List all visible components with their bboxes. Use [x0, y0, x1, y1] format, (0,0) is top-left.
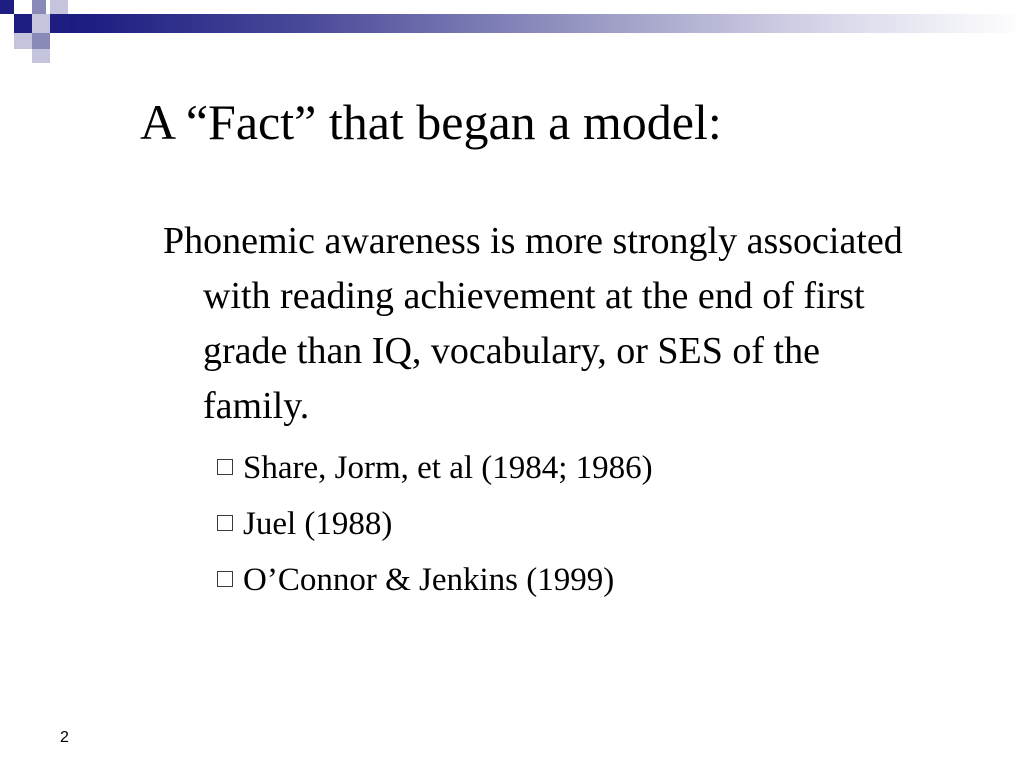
- decoration-square: [32, 49, 50, 63]
- decoration-square: [0, 0, 14, 14]
- decoration-square: [32, 33, 50, 49]
- reference-item: [217, 440, 653, 496]
- hollow-square-bullet-icon: [217, 571, 233, 587]
- reference-text: Share, Jorm, et al (1984; 1986): [243, 450, 653, 486]
- page-number: 2: [60, 729, 69, 746]
- reference-item: [217, 552, 653, 608]
- body-paragraph: Phonemic awareness is more strongly associated with reading achievement at the end of first grade than IQ, vocabulary, or SES of the family.: [163, 220, 903, 427]
- decoration-square: [50, 14, 70, 33]
- reference-text: Juel (1988): [243, 506, 393, 542]
- slide-title: A “Fact” that began a model:: [140, 94, 722, 150]
- reference-text: O’Connor & Jenkins (1999): [243, 562, 615, 598]
- decoration-square: [14, 33, 32, 49]
- header-gradient-band: [70, 14, 1024, 33]
- reference-item: [217, 496, 653, 552]
- decoration-square: [32, 0, 46, 14]
- decoration-square: [32, 14, 50, 33]
- hollow-square-bullet-icon: [217, 515, 233, 531]
- decoration-square: [14, 14, 32, 33]
- decoration-square: [50, 0, 68, 14]
- hollow-square-bullet-icon: [217, 459, 233, 475]
- reference-list: [217, 440, 653, 608]
